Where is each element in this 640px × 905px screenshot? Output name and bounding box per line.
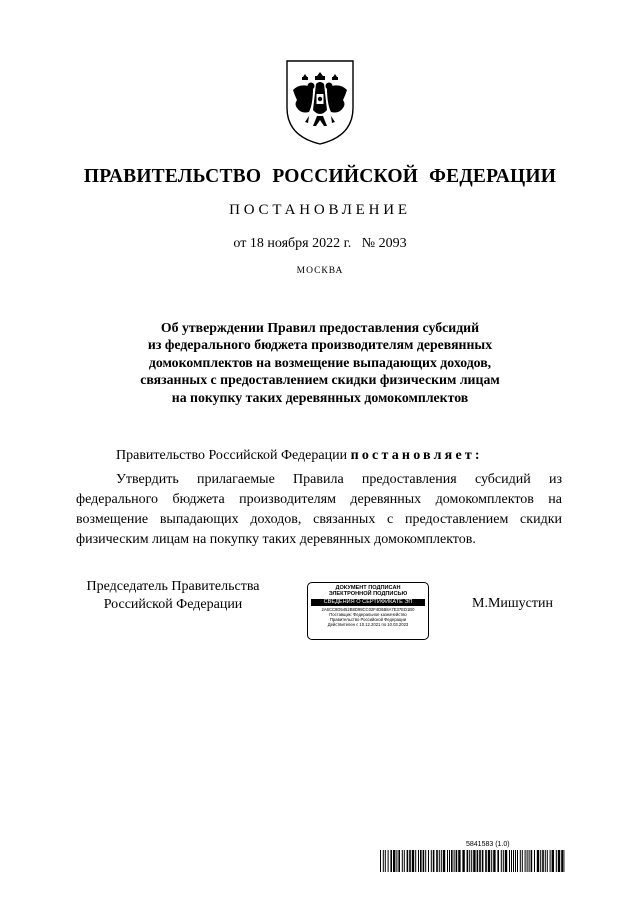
stamp-cert-header: СВЕДЕНИЯ О СЕРТИФИКАТЕ ЭП — [311, 599, 425, 606]
barcode-label: 5841583 (1.0) — [466, 841, 510, 848]
resolution-intro — [116, 448, 602, 464]
subject-line: связанных с предоставлением скидки физическим лицам — [140, 372, 500, 388]
subject-line: Об утверждении Правил предоставления субсидий — [160, 320, 480, 335]
intro-text: Правительство Российской Федерации — [116, 448, 348, 463]
stamp-validity: Действителен с 10.12.2021 по 10.03.2023 — [327, 622, 409, 628]
subject-line: из федерального бюджета производителям деревянных — [147, 337, 493, 353]
document-city: МОСКВА — [296, 266, 344, 276]
paragraph-text: Утвердить прилагаемые Правила предоставления субсидий из федерального бюджета производителям деревянных домокомплектов на возмещение выпадающих доходов, связанных с предоставлением скидки физическим лицам на покупку таких деревянных домокомплектов. — [76, 472, 562, 547]
resolution-paragraph — [76, 470, 562, 550]
stamp-issuer: Поставщик: Федеральное казначейство — [329, 612, 407, 618]
stamp-line: ДОКУМЕНТ ПОДПИСАН — [335, 585, 401, 591]
government-title: ПРАВИТЕЛЬСТВО РОССИЙСКОЙ ФЕДЕРАЦИИ — [83, 166, 557, 187]
barcode — [380, 850, 565, 872]
stamp-line: ЭЛЕКТРОННОЙ ПОДПИСЬЮ — [328, 591, 408, 598]
document-subject — [90, 319, 550, 406]
position-line: Российской Федерации — [103, 597, 243, 612]
document-type: ПОСТАНОВЛЕНИЕ — [229, 202, 411, 218]
document-date: от 18 ноября 2022 г. — [233, 236, 352, 251]
subject-line: на покупку таких деревянных домокомплектов — [171, 389, 469, 405]
stamp-serial: 2A6CC8D5452B8D98CC02F4D6B8A7E37ED1B0 — [321, 606, 415, 612]
document-date-number — [0, 236, 640, 252]
electronic-signature-stamp — [307, 582, 429, 640]
document-number: № 2093 — [361, 236, 407, 251]
coat-of-arms-emblem — [283, 58, 357, 146]
intro-resolves: постановляет: — [350, 448, 483, 463]
stamp-owner: Правительство Российской Федерации — [329, 617, 407, 623]
subject-line: домокомплектов на возмещение выпадающих доходов, — [148, 354, 492, 370]
signatory-name: М.Мишустин — [472, 596, 553, 611]
signatory-position — [78, 578, 268, 614]
position-line: Председатель Правительства — [86, 579, 260, 594]
